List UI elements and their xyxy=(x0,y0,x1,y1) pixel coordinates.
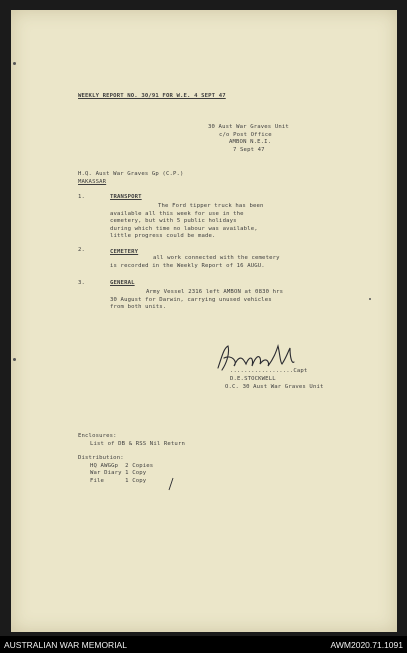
distribution-row: HQ AWGGp 2 Copies xyxy=(90,462,154,469)
section-line: little progress could be made. xyxy=(110,233,216,239)
from-line: AMBON N.E.I. xyxy=(229,139,272,145)
section-line: cemetery, but with 5 public holidays xyxy=(110,218,237,224)
section-number: 1. xyxy=(78,194,86,200)
section-line: is recorded in the Weekly Report of 16 AUGU. xyxy=(110,262,265,269)
section-number: 2. xyxy=(78,247,86,253)
punch-hole xyxy=(13,62,16,65)
distribution-row: File 1 Copy xyxy=(90,477,147,484)
section-number: 3. xyxy=(78,280,86,286)
signature-line: ..................Capt xyxy=(230,368,308,374)
document-page xyxy=(11,10,397,632)
section-line: Army Vessel 2316 left AMBON at 0830 hrs xyxy=(146,289,284,295)
enclosure-item: List of DB & RSS Nil Return xyxy=(90,440,185,447)
enclosures-label: Enclosures: xyxy=(78,433,117,439)
section-title: CEMETERY xyxy=(110,249,139,255)
punch-hole xyxy=(13,358,16,361)
punch-hole xyxy=(369,298,371,300)
section-line: all work connected with the cemetery xyxy=(153,255,280,261)
report-heading: WEEKLY REPORT NO. 30/91 FOR W.E. 4 SEPT 47 xyxy=(78,93,226,99)
distribution-label: Distribution: xyxy=(78,455,124,461)
signatory-title: O.C. 30 Aust War Graves Unit xyxy=(225,383,324,390)
addressee: H.Q. Aust War Graves Gp (C.P.) xyxy=(78,171,184,177)
section-title: GENERAL xyxy=(110,280,135,286)
from-line: 30 Aust War Graves Unit xyxy=(208,124,289,130)
report-date: 7 Sept 47 xyxy=(233,146,265,153)
signatory-name: D.E.STOCKWELL xyxy=(230,376,276,382)
distribution-row: War Diary 1 Copy xyxy=(90,470,147,476)
section-title: TRANSPORT xyxy=(110,194,142,200)
section-line: The Ford tipper truck has been xyxy=(158,203,264,209)
footer-source: AUSTRALIAN WAR MEMORIAL xyxy=(4,640,127,650)
archive-footer xyxy=(0,636,407,653)
section-line: 30 August for Darwin, carrying unused vehicles xyxy=(110,296,272,303)
pen-tick-mark xyxy=(166,476,176,492)
section-line: during which time no labour was available, xyxy=(110,225,258,232)
section-line: available all this week for use in the xyxy=(110,210,244,217)
from-line: c/o Post Office xyxy=(219,131,272,138)
addressee-location: MAKASSAR xyxy=(78,178,107,185)
section-line: from both units. xyxy=(110,304,167,310)
footer-accession-number: AWM2020.71.1091 xyxy=(330,640,403,650)
